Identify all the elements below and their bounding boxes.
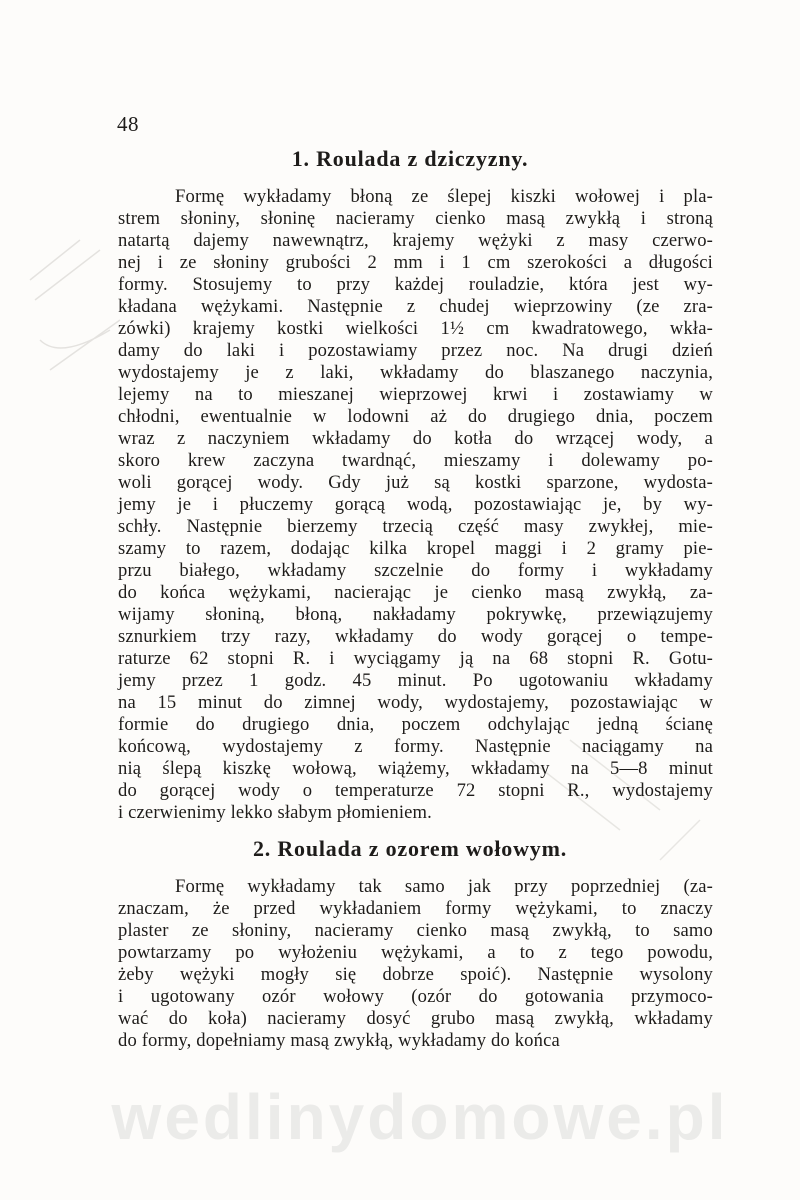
text-line: wać do koła) nacieramy dosyć grubo masą zwykłą, wkładamy	[118, 1008, 713, 1029]
watermark: wedlinydomowe.pl	[111, 1081, 729, 1153]
text-line: formy. Stosujemy to przy każdej rouladzie, która jest wy-	[118, 274, 713, 295]
text-line: powtarzamy po wyłożeniu wężykami, a to z tego powodu,	[118, 942, 713, 963]
text-line: raturze 62 stopni R. i wyciągamy ją na 68 stopni R. Gotu-	[118, 648, 713, 669]
text-line: skoro krew zaczyna twardnąć, mieszamy i dolewamy po-	[118, 450, 713, 471]
text-line: wydostajemy je z laki, wkładamy do blaszanego naczynia,	[118, 362, 713, 383]
text-line: i czerwienimy lekko słabym płomieniem.	[118, 802, 432, 823]
text-line: schły. Następnie bierzemy trzecią część masy zwykłej, mie-	[118, 516, 713, 537]
text-line: wijamy słoniną, błoną, nakładamy pokrywkę, przewiązujemy	[118, 604, 713, 625]
text-line: do gorącej wody o temperaturze 72 stopni R., wydostajemy	[118, 780, 713, 801]
text-line: znaczam, że przed wykładaniem formy wężykami, to znaczy	[118, 898, 713, 919]
text-line: przu białego, wkładamy szczelnie do formy i wykładamy	[118, 560, 713, 581]
text-line: nej i ze słoniny grubości 2 mm i 1 cm szerokości a długości	[118, 252, 713, 273]
page-number: 48	[117, 112, 139, 136]
text-line: sznurkiem trzy razy, wkładamy do wody gorącej o tempe-	[118, 626, 713, 647]
section-2-title: 2. Roulada z ozorem wołowym.	[252, 836, 568, 861]
text-line: i ugotowany ozór wołowy (ozór do gotowania przymoco-	[118, 986, 713, 1007]
text-line: kładana wężykami. Następnie z chudej wieprzowiny (ze zra-	[118, 296, 713, 317]
text-line: zówki) krajemy kostki wielkości 1½ cm kwadratowego, wkła-	[118, 318, 713, 339]
text-line: chłodni, ewentualnie w lodowni aż do drugiego dnia, poczem	[118, 406, 713, 427]
text-line: natartą dajemy nawewnątrz, krajemy wężyki z masy czerwo-	[118, 230, 713, 251]
text-line: Formę wykładamy błoną ze ślepej kiszki wołowej i pla-	[175, 186, 713, 207]
text-line: wraz z naczyniem wkładamy do kotła do wrzącej wody, a	[118, 428, 713, 449]
text-line: woli gorącej wody. Gdy już są kostki sparzone, wydosta-	[118, 472, 713, 493]
text-line: Formę wykładamy tak samo jak przy poprzedniej (za-	[175, 876, 713, 897]
text-line: do końca wężykami, nacierając je cienko masą zwykłą, za-	[118, 582, 713, 603]
text-line: żeby wężyki mogły się dobrze spoić). Następnie wysolony	[118, 964, 713, 985]
text-line: do formy, dopełniamy masą zwykłą, wykładamy do końca	[118, 1030, 560, 1051]
text-line: szamy to razem, dodając kilka kropel maggi i 2 gramy pie-	[118, 538, 713, 559]
text-line: jemy je i płuczemy gorącą wodą, pozostawiając je, by wy-	[118, 494, 713, 515]
section-1-title: 1. Roulada z dziczyzny.	[291, 146, 529, 171]
text-line: końcową, wydostajemy z formy. Następnie naciągamy na	[118, 736, 713, 757]
text-line: jemy przez 1 godz. 45 minut. Po ugotowaniu wkładamy	[118, 670, 713, 691]
text-line: lejemy na to mieszanej wieprzowej krwi i zostawiamy w	[118, 384, 713, 405]
text-line: nią ślepą kiszkę wołową, wiążemy, wkładamy na 5—8 minut	[118, 758, 713, 779]
text-line: formie do drugiego dnia, poczem odchylając jedną ścianę	[118, 714, 713, 735]
text-line: na 15 minut do zimnej wody, wydostajemy, pozostawiając w	[118, 692, 713, 713]
text-line: strem słoniny, słoninę nacieramy cienko masą zwykłą i stroną	[118, 208, 713, 229]
text-line: damy do laki i pozostawiamy przez noc. Na drugi dzień	[118, 340, 713, 361]
text-line: plaster ze słoniny, nacieramy cienko masą zwykłą, to samo	[118, 920, 713, 941]
